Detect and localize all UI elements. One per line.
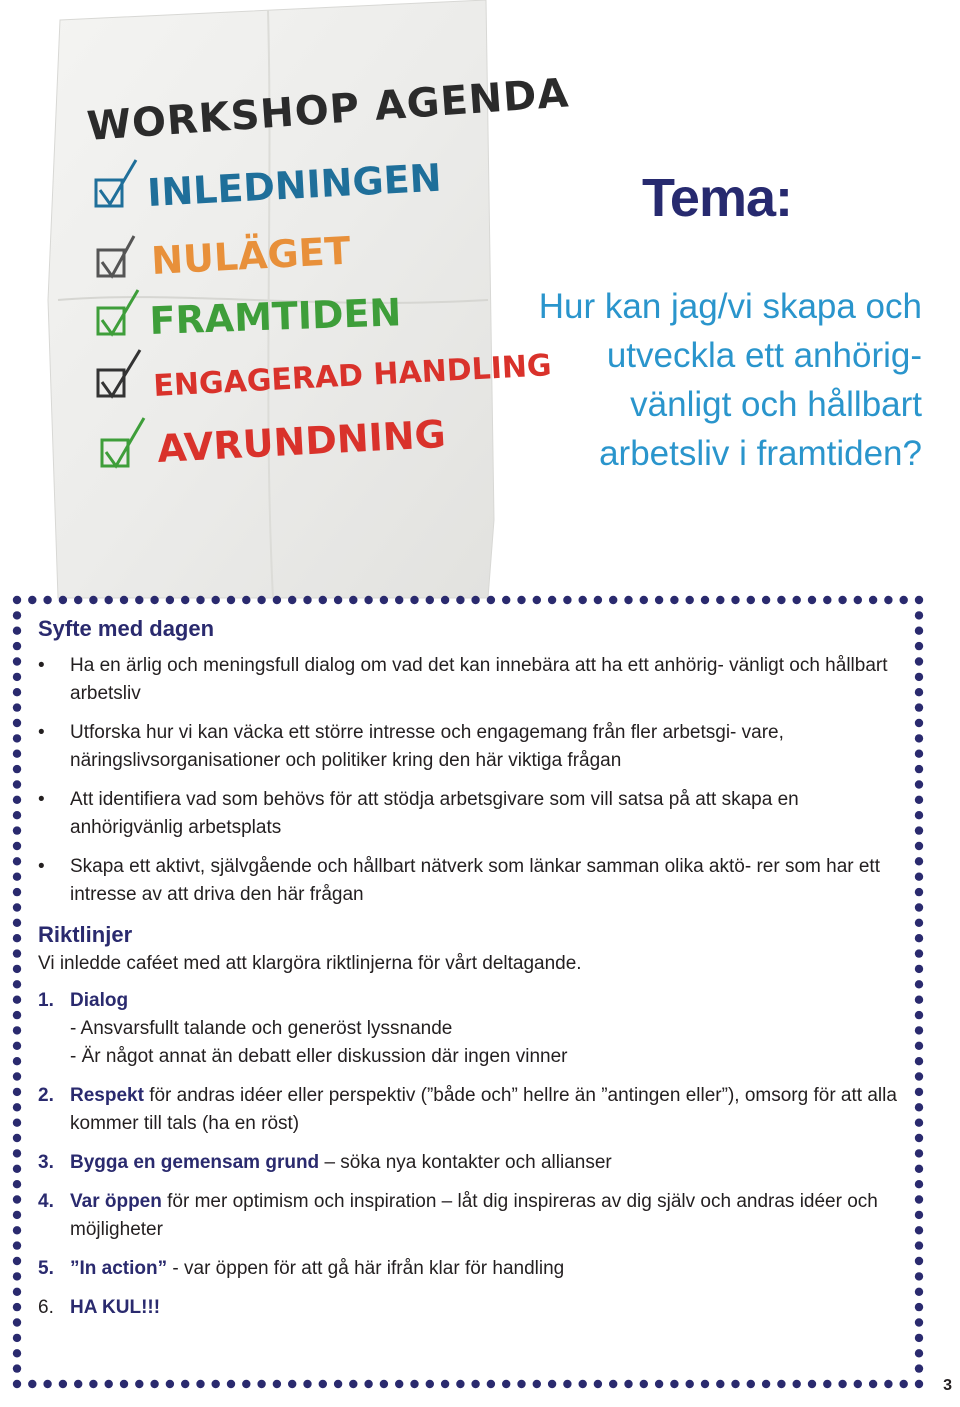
frame-dot — [915, 1211, 923, 1219]
frame-dot — [640, 1380, 648, 1388]
rule-title: Dialog — [70, 990, 129, 1011]
frame-dot — [686, 1380, 694, 1388]
frame-dot — [89, 1380, 97, 1388]
bullet: • — [38, 655, 45, 676]
frame-dot — [624, 596, 632, 604]
frame-dot — [13, 1149, 21, 1157]
frame-dot — [13, 1165, 21, 1173]
frame-dot — [13, 1241, 21, 1249]
frame-dot — [533, 596, 541, 604]
agenda-heading: WORKSHOP AGENDA — [85, 70, 571, 150]
frame-dot — [915, 1134, 923, 1142]
frame-dot — [777, 596, 785, 604]
frame-dot — [594, 596, 602, 604]
frame-dot — [915, 811, 923, 819]
frame-dot — [670, 1380, 678, 1388]
frame-dot — [915, 1272, 923, 1280]
item-number: 5. — [38, 1258, 54, 1279]
frame-dot — [13, 1380, 21, 1388]
list-item — [38, 652, 898, 708]
frame-dot — [13, 1180, 21, 1188]
frame-dot — [915, 1318, 923, 1326]
frame-dot — [655, 596, 663, 604]
frame-dot — [915, 1334, 923, 1342]
frame-dot — [579, 596, 587, 604]
frame-dot — [915, 888, 923, 896]
frame-dot — [212, 1380, 220, 1388]
rule-title: Bygga en gemensam grund — [70, 1152, 320, 1173]
frame-dot — [13, 873, 21, 881]
frame-dot — [13, 1195, 21, 1203]
agenda-item: NULÄGET — [150, 228, 352, 283]
agenda-item: AVRUNDNING — [156, 411, 447, 471]
rule-text: - Är något annat än debatt eller diskussion där ingen vinner — [70, 1046, 568, 1067]
frame-dot — [13, 765, 21, 773]
frame-dot — [364, 1380, 372, 1388]
frame-dot — [150, 1380, 158, 1388]
frame-dot — [854, 596, 862, 604]
list-item-text: Skapa ett aktivt, självgående och hållbart nätverk som länkar samman olika aktö- rer som har ett intresse av att driva den här frågan — [70, 856, 880, 905]
frame-dot — [915, 1026, 923, 1034]
frame-dot — [915, 873, 923, 881]
frame-dot — [13, 611, 21, 619]
frame-dot — [915, 1380, 923, 1388]
question-line: vänligt och hållbart — [630, 385, 922, 424]
frame-dot — [166, 1380, 174, 1388]
frame-dot — [13, 1334, 21, 1342]
frame-dot — [13, 1119, 21, 1127]
list-item-text: Att identifiera vad som behövs för att stödja arbetsgivare som vill satsa på att skapa en anhörigvänlig arbetsplats — [70, 789, 799, 838]
frame-dot — [915, 627, 923, 635]
agenda-item: FRAMTIDEN — [148, 290, 402, 343]
frame-dot — [762, 596, 770, 604]
frame-dot — [915, 734, 923, 742]
page-number: 3 — [943, 1377, 952, 1394]
frame-dot — [915, 919, 923, 927]
frame-dot — [915, 1241, 923, 1249]
frame-dot — [13, 965, 21, 973]
guidelines-list — [38, 987, 898, 1322]
frame-dot — [716, 1380, 724, 1388]
workshop-agenda-photo — [18, 0, 571, 600]
frame-dot — [563, 596, 571, 604]
list-item — [38, 853, 898, 909]
frame-dot — [548, 596, 556, 604]
frame-dot — [120, 1380, 128, 1388]
list-item — [38, 1255, 898, 1283]
bullet: • — [38, 789, 45, 810]
frame-dot — [884, 596, 892, 604]
frame-dot — [135, 1380, 143, 1388]
frame-dot — [13, 750, 21, 758]
frame-dot — [869, 1380, 877, 1388]
rule-text: – söka nya kontakter och allianser — [324, 1152, 612, 1173]
frame-dot — [548, 1380, 556, 1388]
frame-dot — [823, 1380, 831, 1388]
frame-dot — [915, 596, 923, 604]
frame-dot — [13, 796, 21, 804]
frame-dot — [13, 673, 21, 681]
frame-dot — [13, 980, 21, 988]
frame-dot — [227, 1380, 235, 1388]
frame-dot — [915, 1303, 923, 1311]
frame-dot — [915, 1180, 923, 1188]
frame-dot — [915, 642, 923, 650]
frame-dot — [426, 1380, 434, 1388]
frame-dot — [13, 657, 21, 665]
frame-dot — [915, 826, 923, 834]
frame-dot — [517, 1380, 525, 1388]
frame-dot — [288, 1380, 296, 1388]
frame-dot — [13, 1072, 21, 1080]
rule-text: för mer optimism och inspiration – låt dig inspireras av dig själv och andras idéer och möjligheter — [70, 1191, 878, 1240]
frame-dot — [13, 780, 21, 788]
frame-dot — [823, 596, 831, 604]
frame-dot — [13, 642, 21, 650]
frame-dot — [533, 1380, 541, 1388]
frame-dot — [242, 1380, 250, 1388]
frame-dot — [915, 1226, 923, 1234]
item-number: 6. — [38, 1297, 54, 1318]
frame-dot — [915, 1195, 923, 1203]
frame-dot — [13, 688, 21, 696]
rule-title: HA KUL!!! — [70, 1297, 161, 1318]
frame-dot — [670, 596, 678, 604]
frame-dot — [28, 1380, 36, 1388]
frame-dot — [395, 1380, 403, 1388]
frame-dot — [900, 1380, 908, 1388]
frame-dot — [74, 1380, 82, 1388]
frame-dot — [349, 1380, 357, 1388]
frame-dot — [13, 627, 21, 635]
item-number: 4. — [38, 1191, 54, 1212]
frame-dot — [13, 1088, 21, 1096]
item-number: 1. — [38, 990, 54, 1011]
frame-dot — [13, 888, 21, 896]
agenda-item: INLEDNINGEN — [146, 155, 443, 215]
frame-dot — [716, 596, 724, 604]
bullet: • — [38, 856, 45, 877]
frame-dot — [624, 1380, 632, 1388]
frame-dot — [502, 596, 510, 604]
frame-dot — [900, 596, 908, 604]
frame-dot — [13, 826, 21, 834]
frame-dot — [13, 1011, 21, 1019]
frame-dot — [915, 842, 923, 850]
frame-dot — [808, 1380, 816, 1388]
frame-dot — [915, 750, 923, 758]
frame-dot — [838, 1380, 846, 1388]
frame-dot — [838, 596, 846, 604]
frame-dot — [686, 596, 694, 604]
frame-dot — [13, 934, 21, 942]
frame-dot — [13, 1257, 21, 1265]
frame-dot — [915, 1088, 923, 1096]
frame-dot — [471, 1380, 479, 1388]
frame-dot — [747, 1380, 755, 1388]
list-item — [38, 1188, 898, 1244]
frame-dot — [915, 949, 923, 957]
frame-dot — [13, 996, 21, 1004]
frame-dot — [793, 1380, 801, 1388]
frame-dot — [579, 1380, 587, 1388]
frame-dot — [915, 611, 923, 619]
rule-title: Respekt — [70, 1085, 144, 1106]
frame-dot — [319, 1380, 327, 1388]
theme-question — [470, 282, 922, 478]
frame-dot — [762, 1380, 770, 1388]
question-line: Hur kan jag/vi skapa och — [538, 287, 922, 326]
rule-title: ”In action” — [70, 1258, 168, 1279]
frame-dot — [273, 1380, 281, 1388]
frame-dot — [915, 857, 923, 865]
frame-dot — [517, 596, 525, 604]
frame-dot — [915, 1103, 923, 1111]
frame-dot — [915, 996, 923, 1004]
frame-dot — [410, 1380, 418, 1388]
frame-dot — [915, 1364, 923, 1372]
frame-dot — [731, 1380, 739, 1388]
frame-dot — [915, 765, 923, 773]
frame-dot — [915, 903, 923, 911]
frame-dot — [915, 980, 923, 988]
rule-text: för andras idéer eller perspektiv (”både och” hellre än ”antingen eller”), omsorg för att alla kommer till tals (ha en röst) — [70, 1085, 897, 1134]
frame-dot — [43, 1380, 51, 1388]
frame-dot — [915, 1288, 923, 1296]
riktlinjer-intro: Vi inledde caféet med att klargöra riktlinjerna för vårt deltagande. — [38, 953, 582, 974]
frame-dot — [257, 1380, 265, 1388]
frame-dot — [13, 1226, 21, 1234]
rule-text: - Ansvarsfullt talande och generöst lyssnande — [70, 1018, 453, 1039]
frame-dot — [13, 1134, 21, 1142]
frame-dot — [869, 596, 877, 604]
list-item — [38, 719, 898, 775]
frame-dot — [915, 1011, 923, 1019]
frame-dot — [915, 780, 923, 788]
frame-dot — [380, 1380, 388, 1388]
list-item — [38, 1149, 898, 1177]
frame-dot — [196, 1380, 204, 1388]
frame-dot — [456, 1380, 464, 1388]
item-number: 3. — [38, 1152, 54, 1173]
frame-dot — [13, 1026, 21, 1034]
frame-dot — [731, 596, 739, 604]
frame-dot — [915, 703, 923, 711]
frame-dot — [13, 719, 21, 727]
frame-dot — [13, 1303, 21, 1311]
frame-dot — [915, 1165, 923, 1173]
frame-dot — [915, 1257, 923, 1265]
list-item-text: Ha en ärlig och meningsfull dialog om vad det kan innebära att ha ett anhörig- vänligt och hållbart arbetsliv — [70, 655, 888, 704]
frame-dot — [915, 796, 923, 804]
frame-dot — [915, 1149, 923, 1157]
frame-dot — [13, 949, 21, 957]
frame-dot — [59, 1380, 67, 1388]
bullet: • — [38, 722, 45, 743]
frame-dot — [915, 688, 923, 696]
purpose-list — [38, 652, 898, 909]
frame-dot — [13, 1288, 21, 1296]
frame-dot — [13, 919, 21, 927]
frame-dot — [13, 1349, 21, 1357]
frame-dot — [105, 1380, 113, 1388]
frame-dot — [13, 903, 21, 911]
frame-dot — [701, 596, 709, 604]
frame-dot — [793, 596, 801, 604]
frame-dot — [594, 1380, 602, 1388]
frame-dot — [915, 1042, 923, 1050]
frame-dot — [13, 1272, 21, 1280]
frame-dot — [13, 1318, 21, 1326]
main-content — [38, 614, 898, 1333]
frame-dot — [915, 1072, 923, 1080]
frame-dot — [915, 1057, 923, 1065]
question-line: arbetsliv i framtiden? — [599, 434, 922, 473]
rule-text: - var öppen för att gå här ifrån klar för handling — [172, 1258, 565, 1279]
frame-dot — [13, 1042, 21, 1050]
frame-dot — [609, 596, 617, 604]
frame-dot — [13, 734, 21, 742]
frame-dot — [563, 1380, 571, 1388]
frame-dot — [13, 703, 21, 711]
frame-dot — [808, 596, 816, 604]
frame-dot — [13, 842, 21, 850]
frame-dot — [640, 596, 648, 604]
list-item — [38, 786, 898, 842]
frame-dot — [777, 1380, 785, 1388]
frame-dot — [915, 673, 923, 681]
frame-dot — [915, 1349, 923, 1357]
frame-dot — [701, 1380, 709, 1388]
list-item-text: Utforska hur vi kan väcka ett större intresse och engagemang från fler arbetsgi- vare, näringslivsorganisationer och politiker kring den här viktiga frågan — [70, 722, 784, 771]
frame-dot — [13, 1103, 21, 1111]
frame-dot — [13, 857, 21, 865]
list-item — [38, 1294, 898, 1322]
frame-dot — [655, 1380, 663, 1388]
frame-dot — [13, 1211, 21, 1219]
frame-dot — [487, 1380, 495, 1388]
frame-dot — [884, 1380, 892, 1388]
frame-dot — [334, 1380, 342, 1388]
frame-dot — [915, 657, 923, 665]
frame-dot — [609, 1380, 617, 1388]
question-line: utveckla ett anhörig- — [606, 336, 922, 375]
frame-dot — [915, 1119, 923, 1127]
frame-dot — [13, 1057, 21, 1065]
page-title: Tema: — [641, 168, 792, 228]
frame-dot — [915, 965, 923, 973]
frame-dot — [13, 1364, 21, 1372]
item-number: 2. — [38, 1085, 54, 1106]
frame-dot — [441, 1380, 449, 1388]
list-item — [38, 987, 898, 1071]
frame-dot — [854, 1380, 862, 1388]
section-heading-riktlinjer: Riktlinjer — [38, 922, 133, 947]
list-item — [38, 1082, 898, 1138]
rule-title: Var öppen — [70, 1191, 162, 1212]
frame-dot — [915, 719, 923, 727]
frame-dot — [915, 934, 923, 942]
frame-dot — [303, 1380, 311, 1388]
frame-dot — [13, 811, 21, 819]
frame-dot — [181, 1380, 189, 1388]
section-heading-syfte: Syfte med dagen — [38, 616, 215, 641]
frame-dot — [747, 596, 755, 604]
agenda-item: ENGAGERAD HANDLING — [152, 348, 553, 404]
frame-dot — [502, 1380, 510, 1388]
